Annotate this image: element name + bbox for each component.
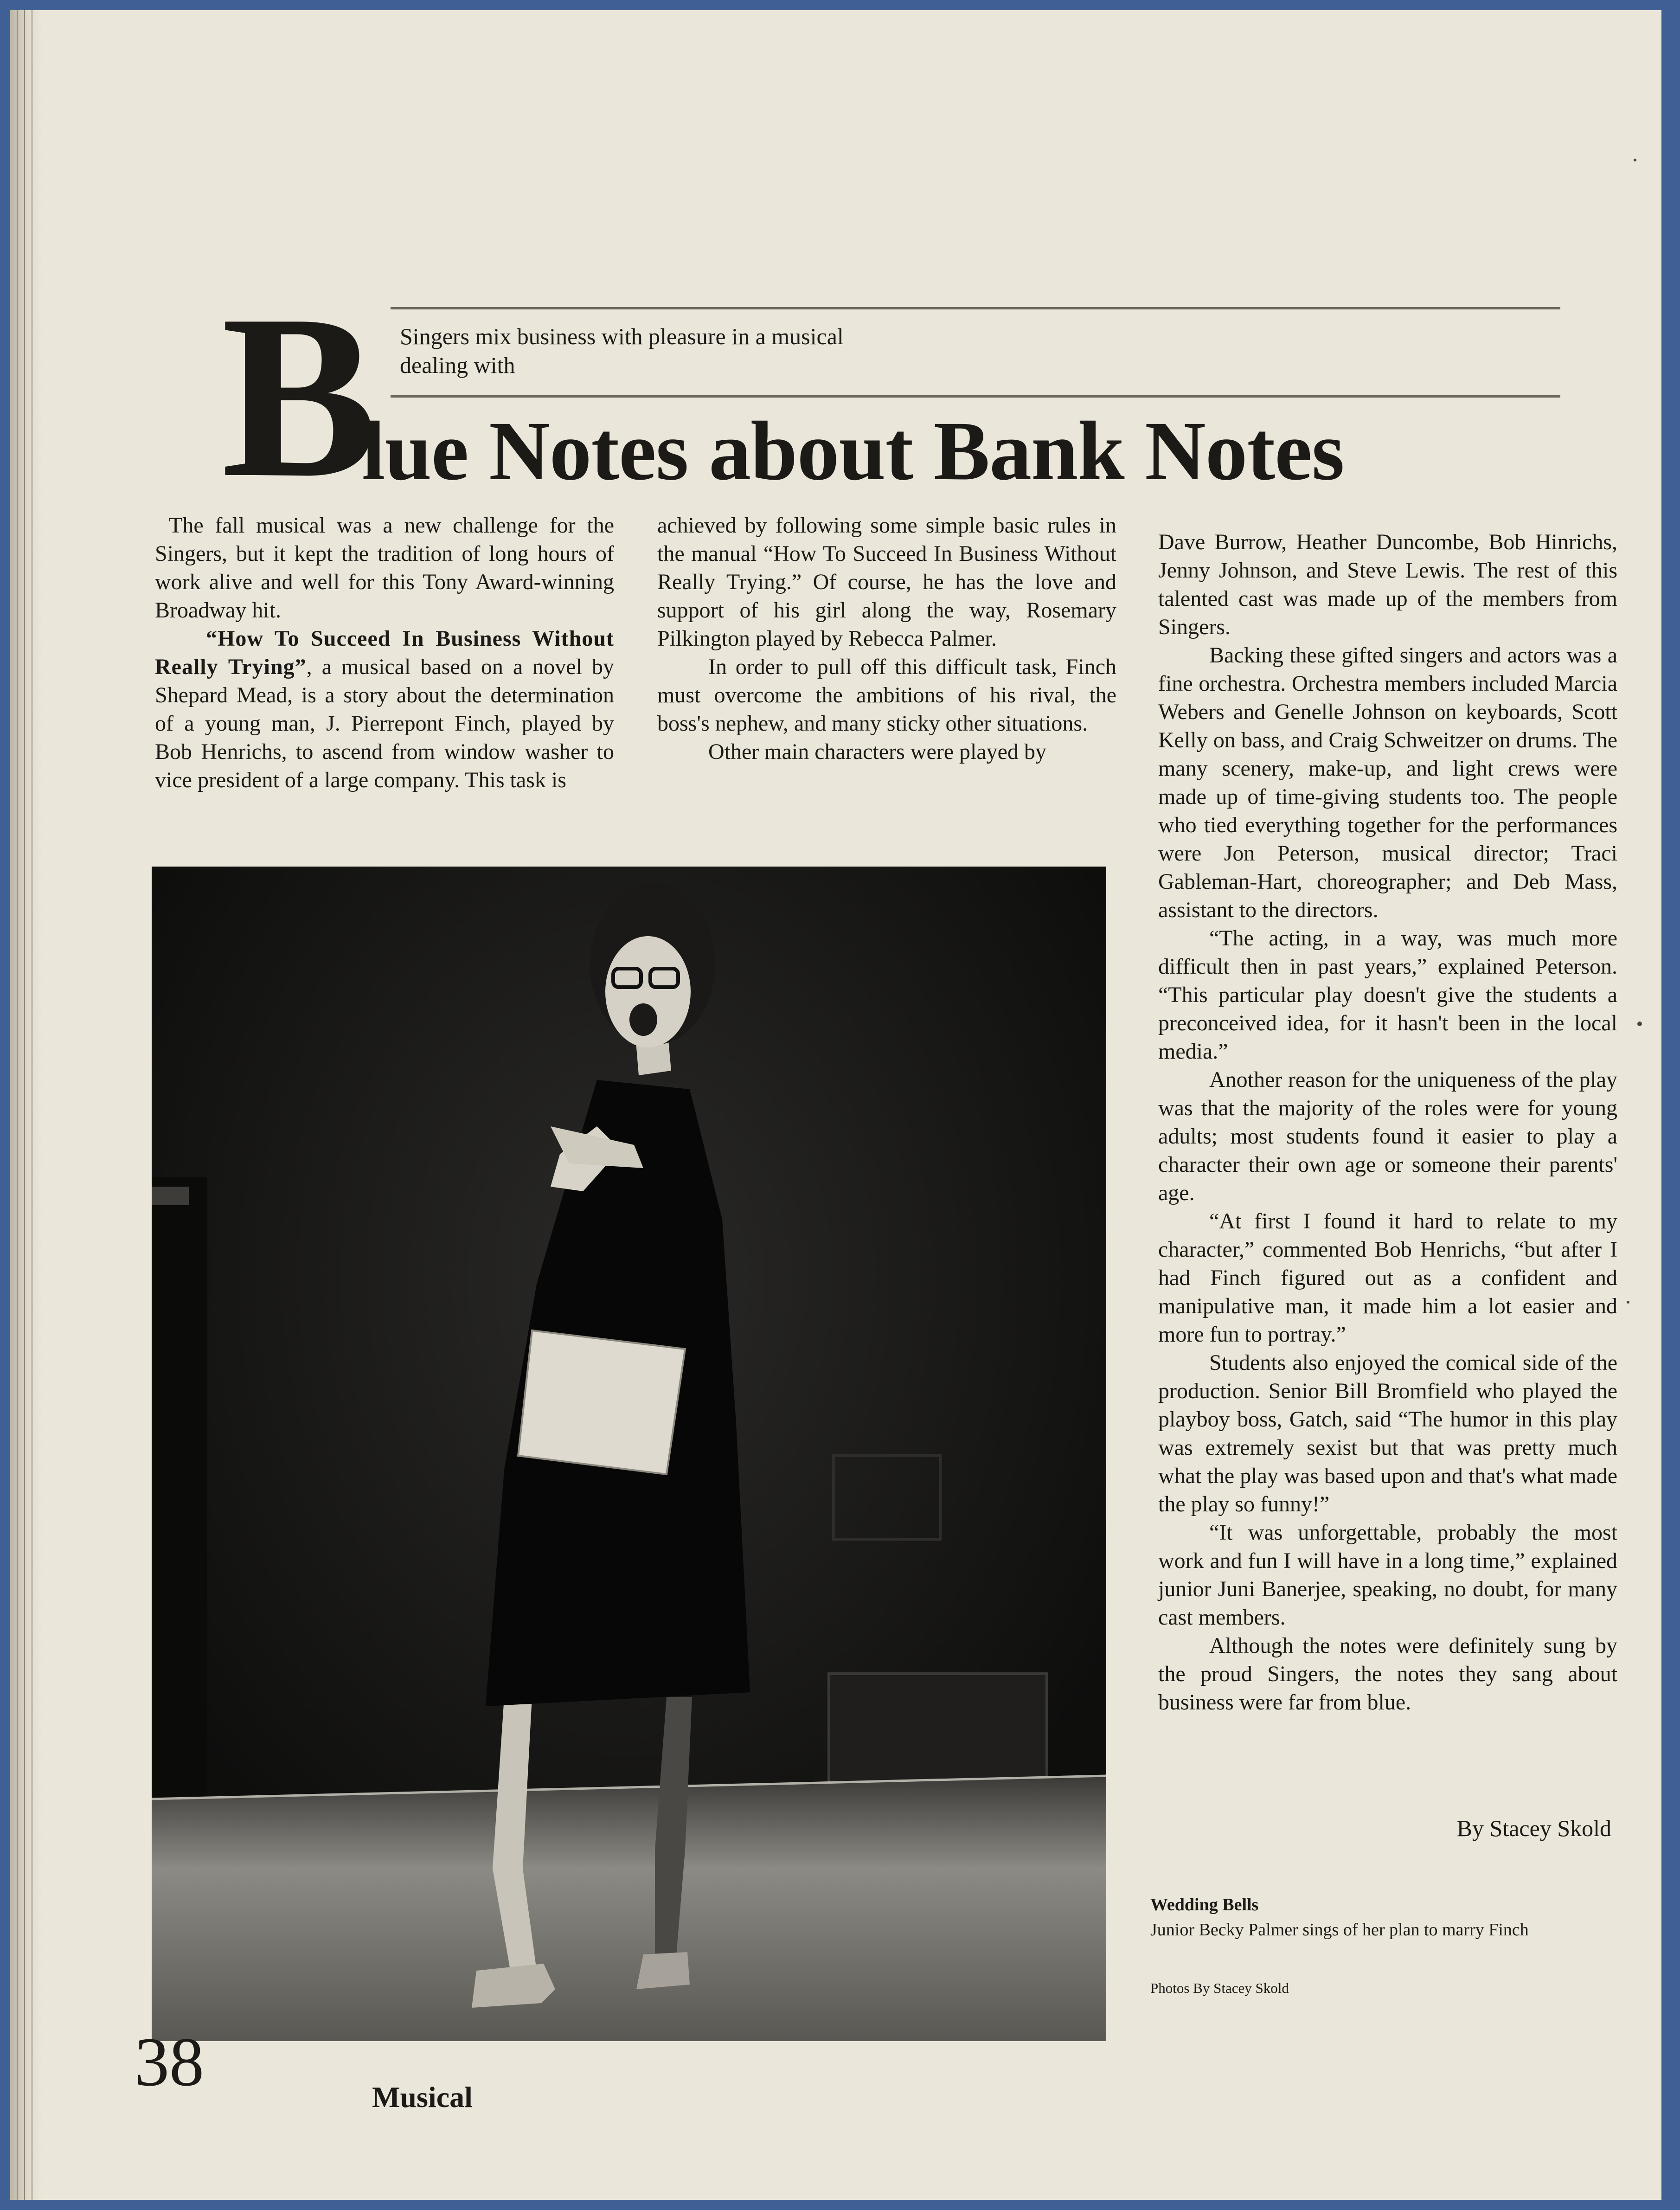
paragraph: Dave Burrow, Heather Duncombe, Bob Hinrichs, Jenny Johnson, and Steve Lewis. The rest of this talented cast was made up of the members from Singers. bbox=[1158, 530, 1617, 639]
byline: By Stacey Skold bbox=[1456, 1815, 1611, 1841]
paragraph: Backing these gifted singers and actors was a fine orchestra. Orchestra members included Marcia Webers and Genelle Johnson on keyboards, Scott Kelly on bass, and Craig Schweitzer on drums. The many scenery, make-up, and light crews were made up of time-giving students too. The people who tied everything together for the performances were Jon Peterson, musical director; Traci Gableman-Hart, choreographer; and Deb Mass, assistant to the directors. bbox=[1158, 643, 1617, 922]
paragraph: “The acting, in a way, was much more difficult then in past years,” explained Peterson. “This particular play doesn't give the students a preconceived idea, for it hasn't been in the local media.” bbox=[1158, 926, 1617, 1064]
print-speck bbox=[1634, 159, 1636, 161]
paragraph: “How To Succeed In Business Without Really Trying”, a musical based on a novel by Shepard Mead, is a story about the determination of a young man, J. Pierrepont Finch, played by Bob Henrichs, to ascend from window washer to vice president of a large company. This task is bbox=[155, 626, 614, 792]
heading-mid-rule bbox=[391, 395, 1560, 398]
paragraph: In order to pull off this difficult task, Finch must overcome the ambitions of his rival, the boss's nephew, and many sticky other situations. bbox=[657, 655, 1116, 736]
article-column-1 bbox=[155, 511, 614, 794]
musical-title: “How To Succeed In Business Without Really Trying” bbox=[155, 626, 614, 679]
drop-cap: B bbox=[221, 267, 378, 526]
page-binding bbox=[10, 10, 43, 2200]
paragraph: Other main characters were played by bbox=[708, 739, 1046, 764]
kicker-text: Singers mix business with pleasure in a musical dealing with bbox=[400, 323, 844, 378]
paragraph: The fall musical was a new challenge for the Singers, but it kept the tradition of long hours of work alive and well for this Tony Award-winning Broadway hit. bbox=[155, 513, 614, 623]
article-column-2 bbox=[657, 511, 1116, 766]
caption-title: Wedding Bells bbox=[1150, 1895, 1259, 1914]
headline: lue Notes about Bank Notes bbox=[362, 405, 1344, 498]
print-speck bbox=[1627, 1301, 1629, 1304]
stage-photo bbox=[152, 867, 1106, 2041]
caption-text: Junior Becky Palmer sings of her plan to marry Finch bbox=[1150, 1920, 1529, 1940]
paragraph: “It was unforgettable, probably the most work and fun I will have in a long time,” explained junior Juni Banerjee, speaking, no doubt, for many cast members. bbox=[1158, 1520, 1617, 1630]
section-name: Musical bbox=[372, 2081, 473, 2114]
print-speck bbox=[1637, 1021, 1642, 1026]
page-number: 38 bbox=[135, 2024, 204, 2101]
photo-credit: Photos By Stacey Skold bbox=[1150, 1980, 1289, 1996]
paragraph: Another reason for the uniqueness of the play was that the majority of the roles were for young adults; most students found it easier to play a character their own age or someone their parents' age. bbox=[1158, 1067, 1617, 1205]
paragraph: Students also enjoyed the comical side of the production. Senior Bill Bromfield who played the playboy boss, Gatch, said “The humor in this play was extremely sexist but that was pretty much what the play was based upon and that's what made the play so funny!” bbox=[1158, 1350, 1617, 1516]
paragraph: achieved by following some simple basic rules in the manual “How To Succeed In Business Without Really Trying.” Of course, he has the love and support of his girl along the way, Rosemary Pilkington played by Rebecca Palmer. bbox=[657, 513, 1116, 651]
article-column-3 bbox=[1158, 528, 1617, 1716]
paragraph: Although the notes were definitely sung by the proud Singers, the notes they sang about business were far from blue. bbox=[1158, 1633, 1617, 1715]
heading-top-rule bbox=[391, 307, 1560, 309]
yearbook-page bbox=[10, 10, 1661, 2200]
paragraph: “At first I found it hard to relate to my character,” commented Bob Henrichs, “but after I had Finch figured out as a confident and manipulative man, it made him a lot easier and more fun to portray.” bbox=[1158, 1209, 1617, 1347]
